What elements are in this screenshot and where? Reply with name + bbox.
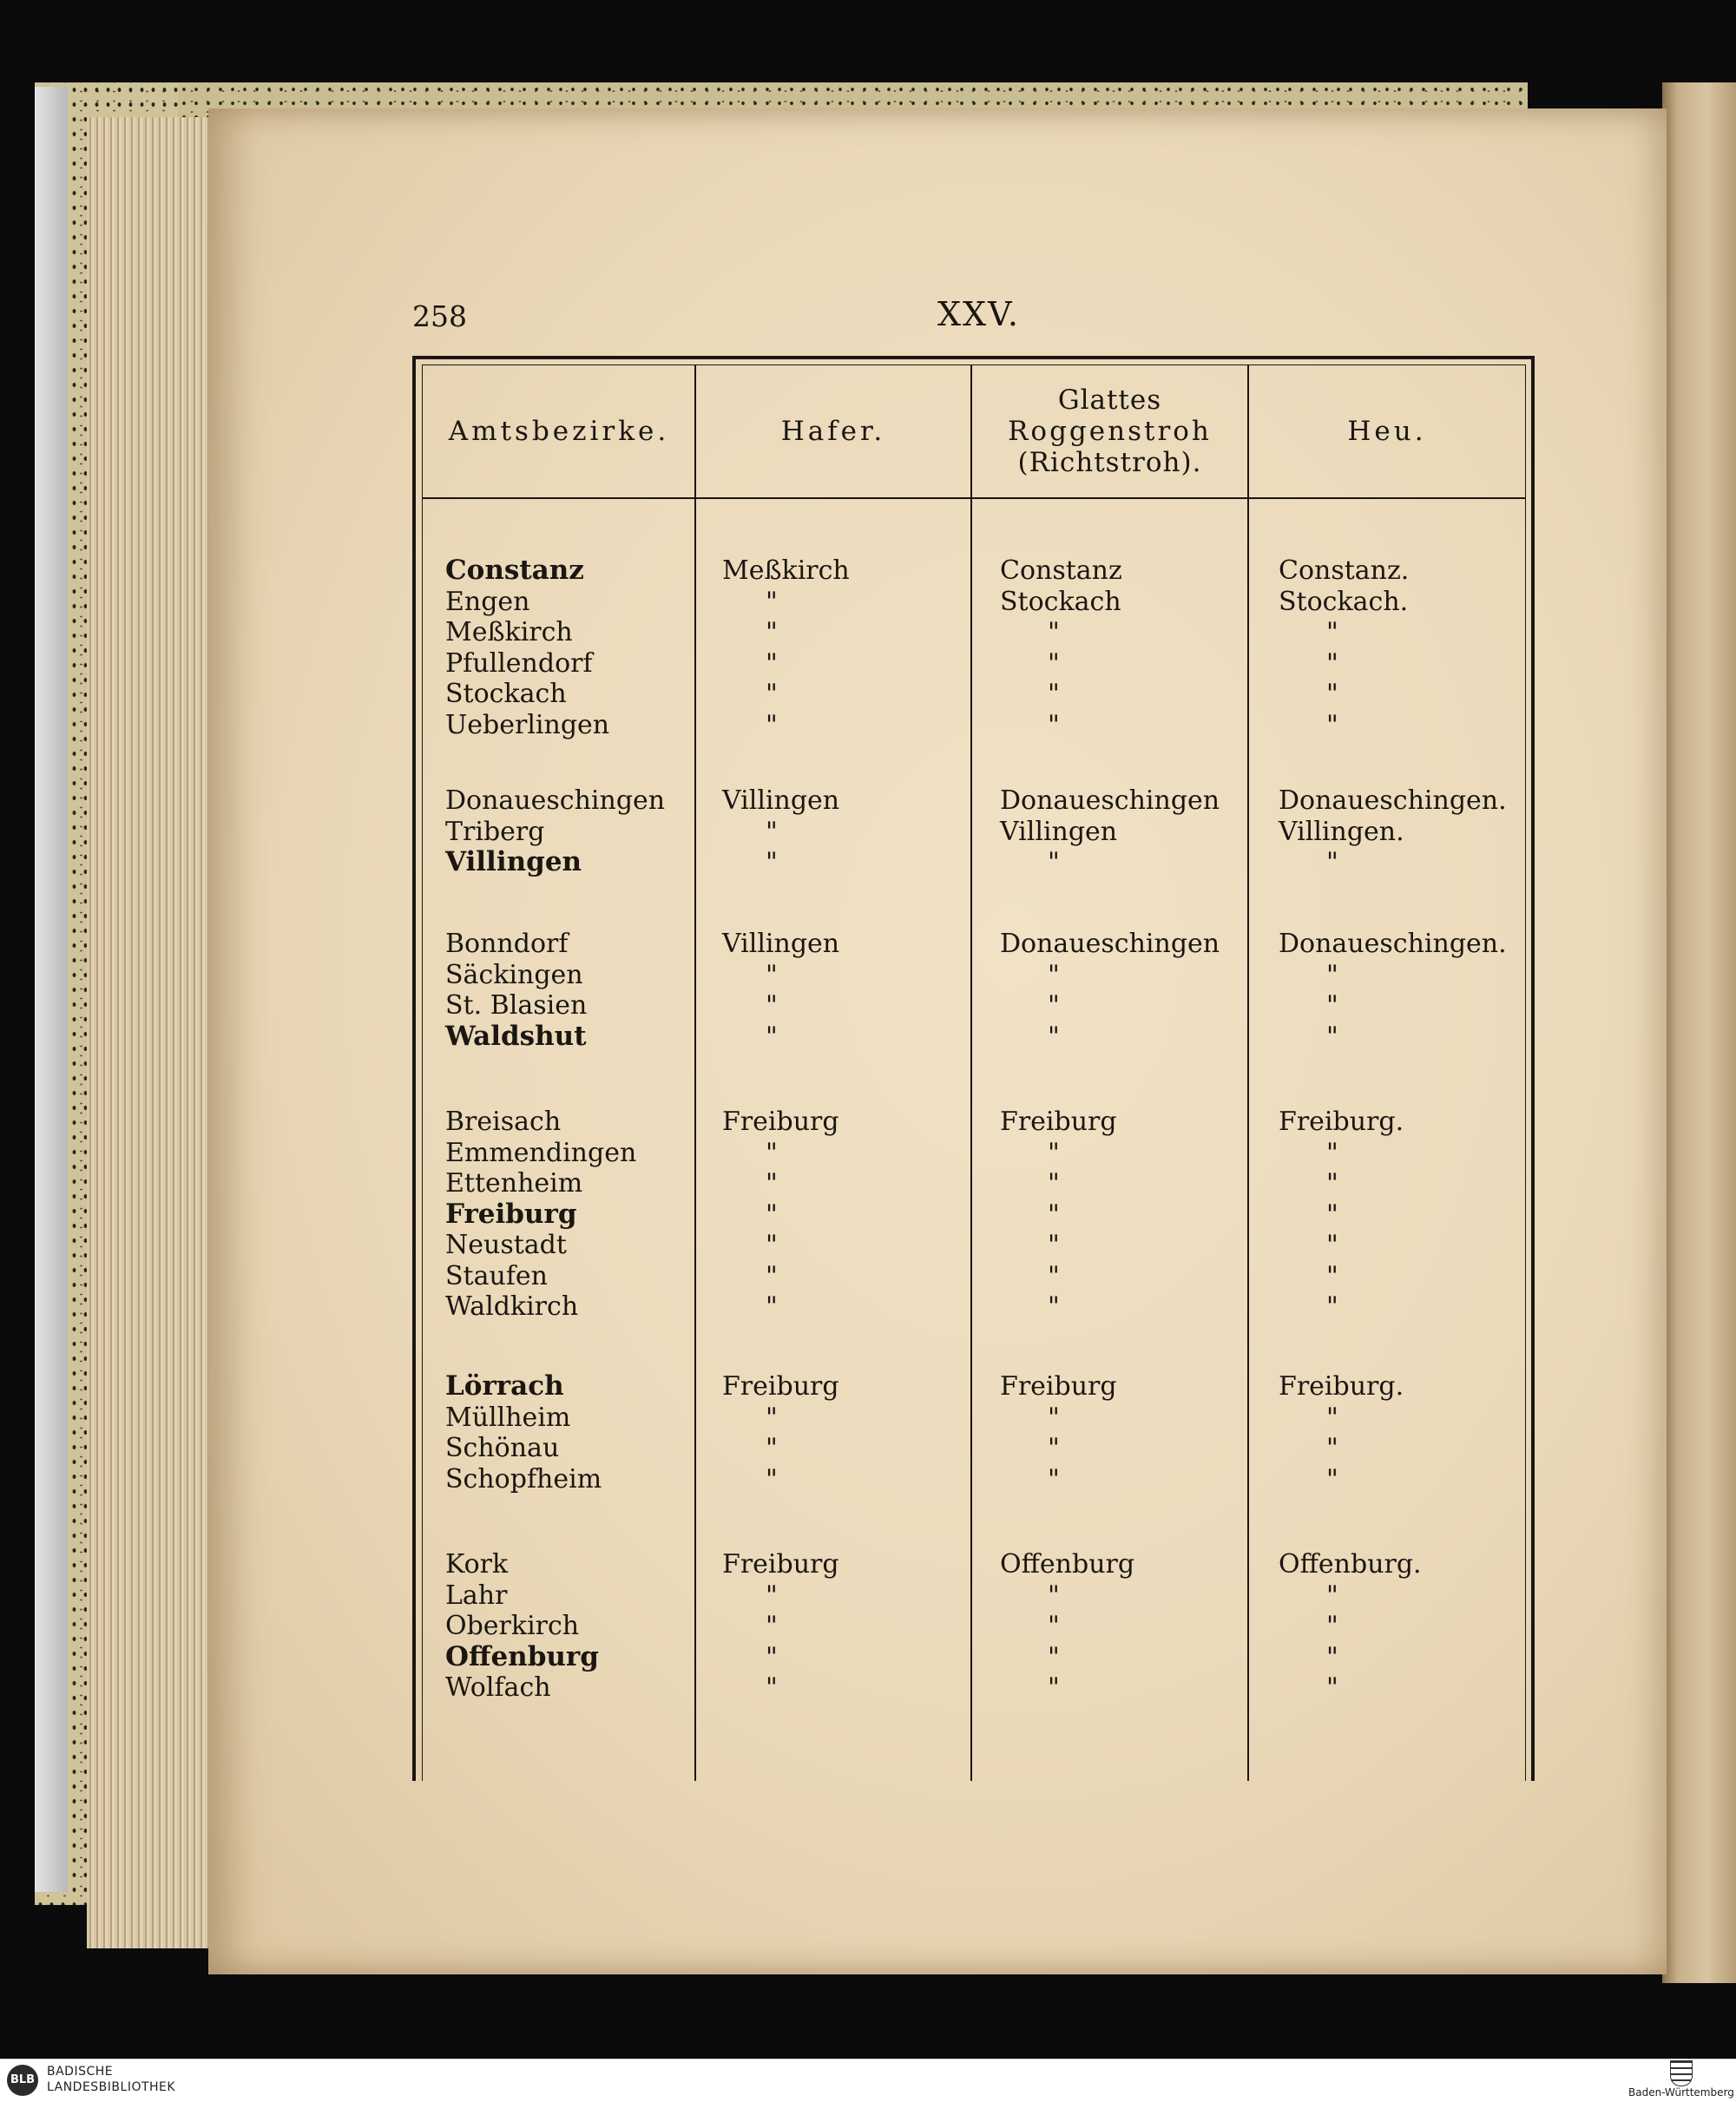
hay-cell: Donaueschingen. [1279, 929, 1507, 959]
facing-page [1662, 82, 1736, 1983]
header-districts: Amtsbezirke. [448, 415, 670, 447]
straw-cell: " [1048, 1402, 1060, 1433]
column-rule [1247, 365, 1249, 1781]
state-crest-icon [1670, 2060, 1693, 2086]
oats-cell: Freiburg [722, 1549, 839, 1580]
oats-cell: " [766, 1199, 778, 1230]
library-logo: BLB [7, 2065, 38, 2096]
district-cell: Ueberlingen [445, 709, 610, 740]
book-cover-edge [35, 87, 68, 1892]
oats-cell: " [766, 586, 778, 617]
straw-cell: " [1048, 1611, 1060, 1641]
oats-cell: " [766, 990, 778, 1021]
hay-cell: " [1326, 1463, 1338, 1494]
district-cell: Freiburg [445, 1198, 577, 1230]
straw-cell: Stockach [1000, 586, 1121, 617]
hay-cell: " [1326, 847, 1338, 877]
straw-cell: " [1048, 647, 1060, 679]
straw-cell: " [1048, 1168, 1060, 1199]
straw-cell: Offenburg [1000, 1549, 1135, 1580]
straw-cell: " [1048, 1137, 1060, 1168]
oats-cell: Freiburg [722, 1107, 839, 1137]
hay-cell: " [1326, 990, 1338, 1021]
oats-cell: " [766, 1641, 778, 1672]
district-cell: Meßkirch [445, 617, 573, 647]
oats-cell: Freiburg [722, 1371, 839, 1402]
district-cell: Bonndorf [445, 929, 569, 959]
straw-cell: " [1048, 1641, 1060, 1672]
district-cell: Triberg [445, 816, 545, 847]
oats-cell: " [766, 1611, 778, 1641]
oats-cell: " [766, 647, 778, 679]
hay-cell: " [1326, 647, 1338, 679]
viewer-footer [0, 2059, 1736, 2102]
header-hay: Heu. [1347, 415, 1427, 447]
straw-cell: Freiburg [1000, 1107, 1117, 1137]
hay-cell: " [1326, 1168, 1338, 1199]
district-cell: Constanz [445, 555, 584, 586]
district-cell: Engen [445, 586, 530, 617]
oats-cell: " [766, 1168, 778, 1199]
hay-cell: " [1326, 1291, 1338, 1322]
hay-cell: " [1326, 1230, 1338, 1260]
straw-cell: Freiburg [1000, 1371, 1117, 1402]
straw-cell: " [1048, 1199, 1060, 1230]
straw-cell: " [1048, 1021, 1060, 1052]
oats-cell: " [766, 1580, 778, 1611]
column-rule [694, 365, 696, 1781]
straw-cell: " [1048, 1230, 1060, 1260]
district-cell: Neustadt [445, 1230, 567, 1260]
straw-cell: " [1048, 959, 1060, 990]
header-straw-line: Glattes [1057, 384, 1162, 416]
straw-cell: " [1048, 1672, 1060, 1703]
district-cell: Oberkirch [445, 1611, 580, 1641]
hay-cell: " [1326, 617, 1338, 647]
oats-cell: Meßkirch [722, 555, 850, 586]
library-name [47, 2064, 175, 2095]
hay-cell: " [1326, 1611, 1338, 1641]
hay-cell: " [1326, 1672, 1338, 1703]
straw-cell: Villingen [1000, 816, 1118, 847]
district-cell: St. Blasien [445, 990, 588, 1021]
oats-cell: " [766, 847, 778, 877]
hay-cell: Freiburg. [1279, 1107, 1404, 1137]
hay-cell: " [1326, 1433, 1338, 1463]
district-cell: Waldkirch [445, 1291, 579, 1322]
straw-cell: " [1048, 1433, 1060, 1463]
district-cell: Staufen [445, 1260, 548, 1291]
issue-number: XXV. [937, 295, 1020, 333]
hay-cell: Offenburg. [1279, 1549, 1422, 1580]
straw-cell: " [1048, 847, 1060, 877]
straw-cell: " [1048, 990, 1060, 1021]
oats-cell: Villingen [722, 785, 840, 816]
library-name-line: LANDESBIBLIOTHEK [47, 2080, 176, 2094]
straw-cell: Donaueschingen [1000, 929, 1220, 959]
hay-cell: Villingen. [1279, 816, 1404, 847]
hay-cell: " [1326, 959, 1338, 990]
straw-cell: Constanz [1000, 555, 1122, 586]
hay-cell: " [1326, 1580, 1338, 1611]
oats-cell: " [766, 959, 778, 990]
column-rule [970, 365, 972, 1781]
oats-cell: " [766, 816, 778, 847]
district-cell: Waldshut [445, 1020, 587, 1052]
oats-cell: " [766, 1260, 778, 1291]
district-cell: Stockach [445, 679, 567, 709]
header-oats: Hafer. [780, 415, 886, 447]
page-stack [87, 117, 213, 1948]
district-cell: Lahr [445, 1580, 508, 1611]
oats-cell: " [766, 1291, 778, 1322]
oats-cell: " [766, 1672, 778, 1703]
district-cell: Schopfheim [445, 1463, 602, 1494]
hay-cell: " [1326, 1402, 1338, 1433]
oats-cell: " [766, 1463, 778, 1494]
header-straw-line: Roggenstroh [1008, 415, 1212, 447]
hay-cell: " [1326, 1641, 1338, 1672]
hay-cell: Freiburg. [1279, 1371, 1404, 1402]
district-cell: Offenburg [445, 1640, 599, 1672]
hay-cell: " [1326, 1021, 1338, 1052]
district-cell: Schönau [445, 1433, 560, 1463]
page-number: 258 [412, 299, 467, 333]
straw-cell: Donaueschingen [1000, 785, 1220, 816]
oats-cell: " [766, 1433, 778, 1463]
oats-cell: " [766, 1021, 778, 1052]
hay-cell: " [1326, 1260, 1338, 1291]
district-cell: Breisach [445, 1107, 562, 1137]
header-straw-line: (Richtstroh). [1017, 446, 1202, 478]
oats-cell: Villingen [722, 929, 840, 959]
district-cell: Emmendingen [445, 1137, 637, 1168]
straw-cell: " [1048, 1260, 1060, 1291]
hay-cell: " [1326, 1199, 1338, 1230]
district-cell: Müllheim [445, 1402, 571, 1433]
straw-cell: " [1048, 1463, 1060, 1494]
state-name: Baden-Württemberg [1628, 2086, 1734, 2099]
district-cell: Villingen [445, 846, 582, 877]
library-name-line: BADISCHE [47, 2065, 114, 2079]
hay-cell: " [1326, 709, 1338, 740]
oats-cell: " [766, 679, 778, 709]
hay-cell: Donaueschingen. [1279, 785, 1507, 816]
hay-cell: " [1326, 679, 1338, 709]
header-straw [972, 365, 1247, 497]
district-cell: Säckingen [445, 959, 583, 990]
district-cell: Kork [445, 1549, 509, 1580]
straw-cell: " [1048, 1291, 1060, 1322]
oats-cell: " [766, 1230, 778, 1260]
straw-cell: " [1048, 709, 1060, 740]
straw-cell: " [1048, 679, 1060, 709]
district-cell: Ettenheim [445, 1168, 583, 1199]
header-rule [422, 497, 1526, 499]
oats-cell: " [766, 1137, 778, 1168]
oats-cell: " [766, 617, 778, 647]
district-cell: Pfullendorf [445, 647, 593, 679]
district-cell: Lörrach [445, 1370, 564, 1402]
straw-cell: " [1048, 1580, 1060, 1611]
hay-cell: " [1326, 1137, 1338, 1168]
district-cell: Wolfach [445, 1672, 551, 1703]
district-cell: Donaueschingen [445, 785, 666, 816]
oats-cell: " [766, 1402, 778, 1433]
hay-cell: Stockach. [1279, 586, 1409, 617]
oats-cell: " [766, 709, 778, 740]
hay-cell: Constanz. [1279, 555, 1410, 586]
straw-cell: " [1048, 617, 1060, 647]
